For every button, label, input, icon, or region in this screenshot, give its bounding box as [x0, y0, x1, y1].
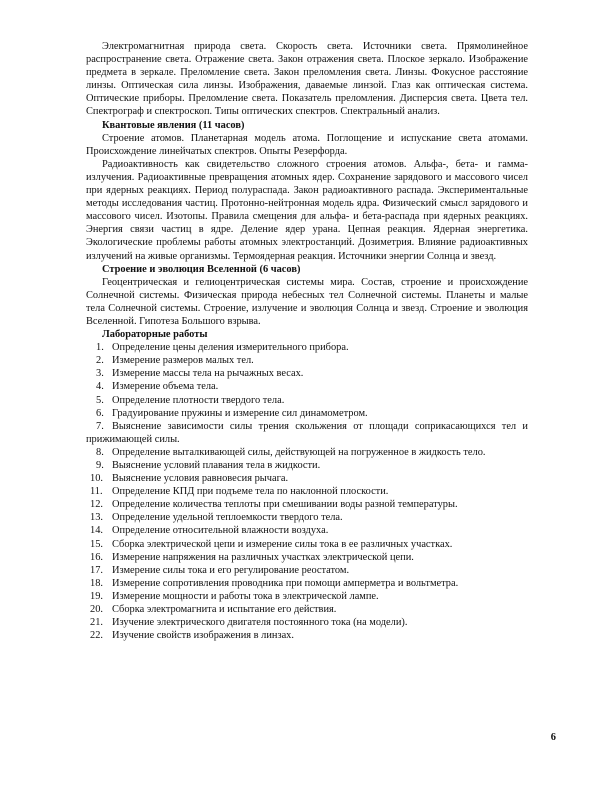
- list-item: [86, 551, 528, 564]
- list-item: [86, 420, 528, 446]
- list-item: [86, 354, 528, 367]
- universe-heading: Строение и эволюция Вселенной (6 часов): [102, 263, 301, 275]
- list-item-number: 6.: [96, 407, 104, 419]
- optics-paragraph: Электромагнитная природа света. Скорость света. Источники света. Прямолинейное распространение света. Отражение света. Закон отражения света. Плоское зеркало. Изображение предмета в зеркале. Преломление света. Закон преломления света. Линзы. Фокусное расстояние линзы. Оптическая сила линзы. Изображения, даваемые линзой. Глаз как оптическая система. Оптические приборы. Преломление света. Показатель преломления. Дисперсия света. Цвета тел. Спектрограф и спектроскоп. Типы оптических спектров. Спектральный анализ.: [86, 41, 528, 118]
- list-item-text: Измерение объема тела.: [112, 381, 219, 393]
- list-item: [86, 407, 528, 420]
- list-item: [86, 564, 528, 577]
- list-item: [86, 498, 528, 511]
- list-item: [86, 590, 528, 603]
- list-item: [86, 394, 528, 407]
- list-item-text: Измерение силы тока и его регулирование реостатом.: [112, 564, 350, 576]
- list-item-text: Измерение мощности и работы тока в электрической лампе.: [112, 590, 379, 602]
- list-item-text: Выяснение условия равновесия рычага.: [112, 473, 289, 485]
- list-item-number: 17.: [90, 564, 103, 576]
- quantum-heading: Квантовые явления (11 часов): [102, 119, 245, 131]
- page-number: 6: [550, 732, 556, 743]
- list-item-number: 13.: [90, 512, 103, 524]
- list-item-number: 12.: [90, 499, 103, 511]
- list-item-number: 5.: [96, 394, 104, 406]
- list-item: [86, 380, 528, 393]
- list-item-text: Определение выталкивающей силы, действующей на погруженное в жидкость тело.: [112, 446, 486, 458]
- list-item-number: 15.: [90, 538, 103, 550]
- list-item-number: 3.: [96, 368, 104, 380]
- list-item-number: 21.: [90, 617, 103, 629]
- list-item-number: 2.: [96, 355, 104, 367]
- list-item-text: Изучение свойств изображения в линзах.: [112, 630, 294, 642]
- page-content: [86, 40, 528, 642]
- labs-heading: Лабораторные работы: [102, 329, 208, 341]
- list-item: [86, 485, 528, 498]
- list-item-text: Выяснение зависимости силы трения скольжения от площади соприкасающихся тел и прижимающей силы.: [86, 420, 528, 445]
- list-item-text: Измерение массы тела на рычажных весах.: [112, 368, 304, 380]
- list-item-number: 8.: [96, 446, 104, 458]
- list-item: [86, 603, 528, 616]
- list-item-number: 20.: [90, 604, 103, 616]
- list-item: [86, 459, 528, 472]
- list-item-number: 4.: [96, 381, 104, 393]
- list-item-text: Изучение электрического двигателя постоянного тока (на модели).: [112, 617, 408, 629]
- list-item-number: 22.: [90, 630, 103, 642]
- list-item: [86, 538, 528, 551]
- list-item-number: 16.: [90, 551, 103, 563]
- list-item-text: Измерение напряжения на различных участках электрической цепи.: [112, 551, 414, 563]
- list-item-text: Измерение сопротивления проводника при помощи амперметра и вольтметра.: [112, 577, 459, 589]
- list-item: [86, 511, 528, 524]
- list-item-number: 7.: [96, 420, 104, 432]
- list-item-text: Градуирование пружины и измерение сил динамометром.: [112, 407, 368, 419]
- universe-paragraph: Геоцентрическая и гелиоцентрическая системы мира. Состав, строение и происхождение Солнечной системы. Физическая природа небесных тел Солнечной системы. Планеты и малые тела Солнечной системы. Строение, излучение и эволюция Солнца и звезд. Строение и эволюция Вселенной. Гипотеза Большого взрыва.: [86, 276, 528, 327]
- list-item-number: 1.: [96, 342, 104, 354]
- list-item-text: Определение удельной теплоемкости твердого тела.: [112, 512, 343, 524]
- list-item-text: Определение относительной влажности воздуха.: [112, 525, 329, 537]
- list-item-text: Измерение размеров малых тел.: [112, 355, 254, 367]
- list-item: [86, 616, 528, 629]
- list-item-number: 19.: [90, 590, 103, 602]
- list-item-number: 18.: [90, 577, 103, 589]
- list-item-text: Сборка электромагнита и испытание его действия.: [112, 604, 337, 616]
- list-item-text: Определение плотности твердого тела.: [112, 394, 285, 406]
- list-item-text: Определение количества теплоты при смешивании воды разной температуры.: [112, 499, 458, 511]
- list-item-number: 14.: [90, 525, 103, 537]
- list-item: [86, 341, 528, 354]
- quantum-paragraph-1: Строение атомов. Планетарная модель атома. Поглощение и испускание света атомами. Происхождение линейчатых спектров. Опыты Резерфорда.: [86, 132, 528, 157]
- quantum-paragraph-2: Радиоактивность как свидетельство сложного строения атомов. Альфа-, бета- и гамма-излучения. Радиоактивные превращения атомных ядер. Сохранение зарядового и массового чисел при ядерных реакциях. Период полураспада. Закон радиоактивного распада. Экспериментальные методы исследования частиц. Протонно-нейтронная модель ядра. Физический смысл зарядового и массового чисел. Изотопы. Правила смещения для альфа- и бета-распада при ядерных реакциях. Энергия связи частиц в ядре. Деление ядер урана. Цепная реакция. Ядерная энергетика. Экологические проблемы работы атомных электростанций. Дозиметрия. Влияние радиоактивных излучений на живые организмы. Термоядерная реакция. Источники энергии Солнца и звезд.: [86, 158, 528, 262]
- list-item-text: Определение цены деления измерительного прибора.: [112, 342, 349, 354]
- list-item: [86, 472, 528, 485]
- list-item: [86, 524, 528, 537]
- list-item-text: Определение КПД при подъеме тела по наклонной плоскости.: [112, 486, 389, 498]
- list-item: [86, 577, 528, 590]
- list-item-text: Выяснение условий плавания тела в жидкости.: [112, 460, 321, 471]
- list-item-number: 10.: [90, 473, 103, 485]
- list-item: [86, 629, 528, 642]
- labs-list: [86, 341, 528, 642]
- list-item-text: Сборка электрической цепи и измерение силы тока в ее различных участках.: [112, 538, 453, 550]
- list-item: [86, 446, 528, 459]
- list-item-number: 9.: [96, 460, 104, 471]
- list-item: [86, 367, 528, 380]
- list-item-number: 11.: [90, 486, 103, 498]
